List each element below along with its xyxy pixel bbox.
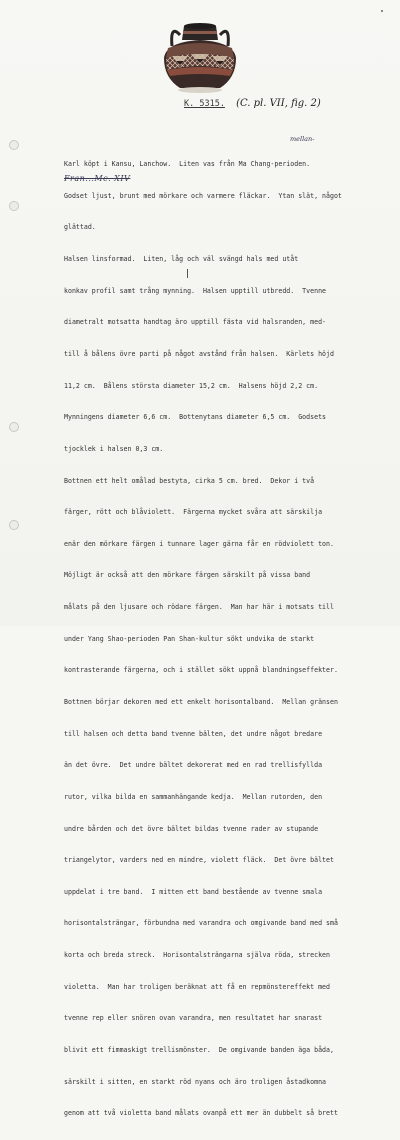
- text-line: till halsen och detta band tvenne bälten, det undre något bredare: [64, 729, 323, 738]
- text-line: Halsen linsformad. Liten, låg och väl svängd hals med utåt: [64, 255, 299, 264]
- text-line: 11,2 cm. Bålens största diameter 15,2 cm. Halsens höjd 2,2 cm.: [64, 381, 319, 390]
- text-line: kontrasterande färgerna, och i stället sökt uppnå blandningseffekter.: [64, 666, 338, 675]
- page-mark: [381, 10, 383, 12]
- margin-bracket-mark: [187, 269, 188, 278]
- text-line: särskilt i sitten, en starkt röd nyans och äro troligen åstadkomna: [64, 1077, 327, 1086]
- catalog-number-text: K. 5315.: [184, 99, 225, 109]
- text-line: till å bålens övre parti på något avstånd från halsen. Kärlets höjd: [64, 349, 334, 358]
- punch-hole: [9, 201, 19, 211]
- text-line: triangelytor, varders ned en mindre, violett fläck. Det övre bältet: [64, 856, 334, 865]
- text-line: Bottnen börjar dekoren med ett enkelt horisontalband. Mellan gränsen: [64, 697, 338, 706]
- vessel-photo: [150, 18, 250, 94]
- text-line: konkav profil samt trång mynning. Halsen upptill utbredd. Tvenne: [64, 286, 327, 295]
- text-line: Godset ljust, brunt med mörkare och varmere fläckar. Ytan slät, något: [64, 191, 342, 200]
- text-line: Karl köpt i Kansu, Lanchow. Liten vas från Ma Chang-perioden.: [64, 160, 311, 169]
- text-line: horisontalsträngar, förbundna med varandra och omgivande band med små: [64, 919, 338, 928]
- catalog-number: [184, 98, 321, 109]
- text-line: målats på den ljusare och rödare färgen. Man har här i motsats till: [64, 603, 334, 612]
- text-line: glättad.: [64, 223, 96, 232]
- text-line: Bottnen ett helt omålad bestyta, cirka 5 cm. bred. Dekor i två: [64, 476, 315, 485]
- text-line: violetta. Man har troligen beräknat att få en repmönstereffekt med: [64, 982, 330, 991]
- plate-reference: (C. pl. VII, fig. 2): [236, 98, 321, 109]
- punch-hole: [9, 140, 19, 150]
- text-line: korta och breda streck. Horisontalsträngarna själva röda, strecken: [64, 951, 330, 960]
- text-line: undre bården och det övre bältet bildas tvenne rader av stupande: [64, 824, 319, 833]
- text-line: tjocklek i halsen 0,3 cm.: [64, 444, 164, 453]
- body-text: [64, 138, 382, 1140]
- punch-hole: [9, 422, 19, 432]
- text-line: färger, rött och blåviolett. Färgerna mycket svåra att särskilja: [64, 508, 323, 517]
- text-line: blivit ett fimmaskigt trellismönster. De omgivande banden äga båda,: [64, 1046, 334, 1055]
- text-line: tvenne rep eller snören ovan varandra, men resultatet har snarast: [64, 1014, 323, 1023]
- handwritten-insertion: mellan-: [290, 135, 315, 143]
- punch-hole: [9, 520, 19, 530]
- text-line: under Yang Shao-perioden Pan Shan-kultur sökt undvika de starkt: [64, 634, 315, 643]
- text-line: än det övre. Det undre bältet dekorerat med en rad trellisfyllda: [64, 761, 323, 770]
- text-line: uppdelat i tre band. I mitten ett band bestående av tvenne smala: [64, 887, 323, 896]
- text-line: enär den mörkare färgen i tunnare lager gärna får en rödviolett ton.: [64, 539, 334, 548]
- text-line: diametralt motsatta handtag äro upptill fästa vid halsranden, med-: [64, 318, 327, 327]
- text-line: Möjligt är också att den mörkare färgen särskilt på vissa band: [64, 571, 311, 580]
- text-line: Mynningens diameter 6,6 cm. Bottenytans diameter 6,5 cm. Godsets: [64, 413, 327, 422]
- handwritten-margin-note: Fran...Mc. XIV: [64, 174, 131, 183]
- text-line: rutor, vilka bilda en sammanhängande kedja. Mellan rutorden, den: [64, 792, 323, 801]
- text-line: genom att två violetta band målats ovanpå ett mer än dubbelt så brett: [64, 1109, 338, 1118]
